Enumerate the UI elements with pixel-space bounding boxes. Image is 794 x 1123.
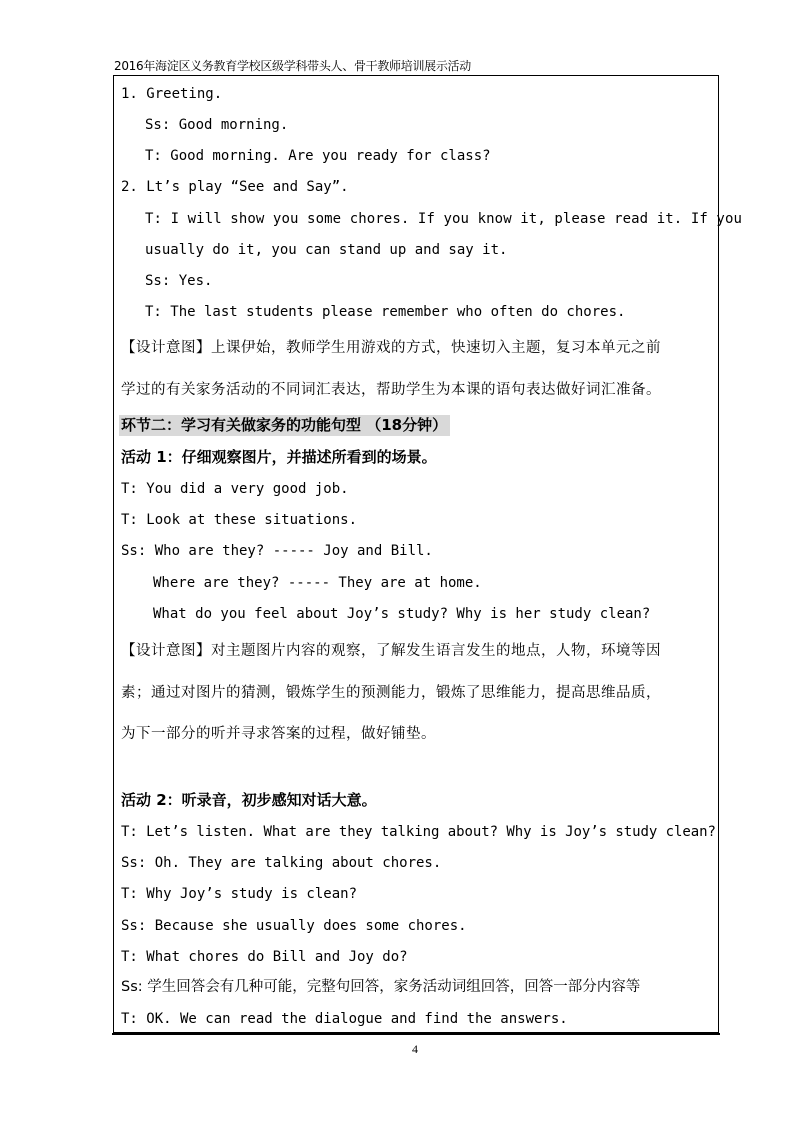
page-header: 2016年海淀区义务教育学校区级学科带头人、骨干教师培训展示活动	[114, 59, 471, 73]
student-line: Ss: Yes.	[145, 273, 213, 289]
design-intent-1: 【设计意图】上课伊始，教师学生用游戏的方式，快速切入主题，复习本单元之前	[121, 340, 661, 356]
teacher-line: T: OK. We can read the dialogue and find the answers.	[121, 1011, 568, 1027]
step-2-see-and-say: 2. Lt’s play “See and Say”.	[121, 179, 349, 195]
teacher-line: T: Good morning. Are you ready for class?	[145, 148, 491, 164]
student-line: Ss: Oh. They are talking about chores.	[121, 855, 442, 871]
activity-1-title: 活动 1：仔细观察图片，并描述所看到的场景。	[121, 448, 437, 466]
teacher-line: T: Look at these situations.	[121, 512, 358, 528]
teacher-line-cont: usually do it, you can stand up and say it.	[145, 242, 508, 258]
student-line-cont: Where are they? ----- They are at home.	[153, 575, 482, 591]
page-number: 4	[412, 1042, 418, 1056]
section-title	[119, 416, 450, 434]
section-title-text: 环节二：学习有关做家务的功能句型 （18分钟）	[119, 415, 450, 436]
student-line: Ss: Who are they? ----- Joy and Bill.	[121, 543, 433, 559]
design-intent-1-cont: 学过的有关家务活动的不同词汇表达，帮助学生为本课的语句表达做好词汇准备。	[121, 382, 661, 398]
teacher-line: T: The last students please remember who often do chores.	[145, 304, 626, 320]
teacher-line: T: What chores do Bill and Joy do?	[121, 949, 408, 965]
student-line: Ss: Because she usually does some chores.	[121, 918, 467, 934]
teacher-line: T: I will show you some chores. If you know it, please read it. If you	[145, 211, 743, 227]
step-1-greeting: 1. Greeting.	[121, 86, 223, 102]
table-bottom-rule	[112, 1033, 720, 1035]
activity-2-title: 活动 2：听录音，初步感知对话大意。	[121, 791, 377, 809]
teacher-line: T: Why Joy’s study is clean?	[121, 886, 358, 902]
student-line: Ss: Good morning.	[145, 117, 289, 133]
design-intent-2: 【设计意图】对主题图片内容的观察，了解发生语言发生的地点，人物，环境等因	[121, 643, 661, 659]
teacher-line: T: Let’s listen. What are they talking about? Why is Joy’s study clean?	[121, 824, 716, 840]
student-answer-line: Ss: 学生回答会有几种可能，完整句回答，家务活动词组回答，回答一部分内容等	[121, 979, 641, 995]
design-intent-2-cont: 素；通过对图片的猜测，锻炼学生的预测能力，锻炼了思维能力，提高思维品质，	[121, 685, 661, 701]
student-line-cont: What do you feel about Joy’s study? Why is her study clean?	[153, 606, 651, 622]
teacher-line: T: You did a very good job.	[121, 481, 349, 497]
design-intent-2-cont: 为下一部分的听并寻求答案的过程，做好铺垫。	[121, 726, 436, 742]
